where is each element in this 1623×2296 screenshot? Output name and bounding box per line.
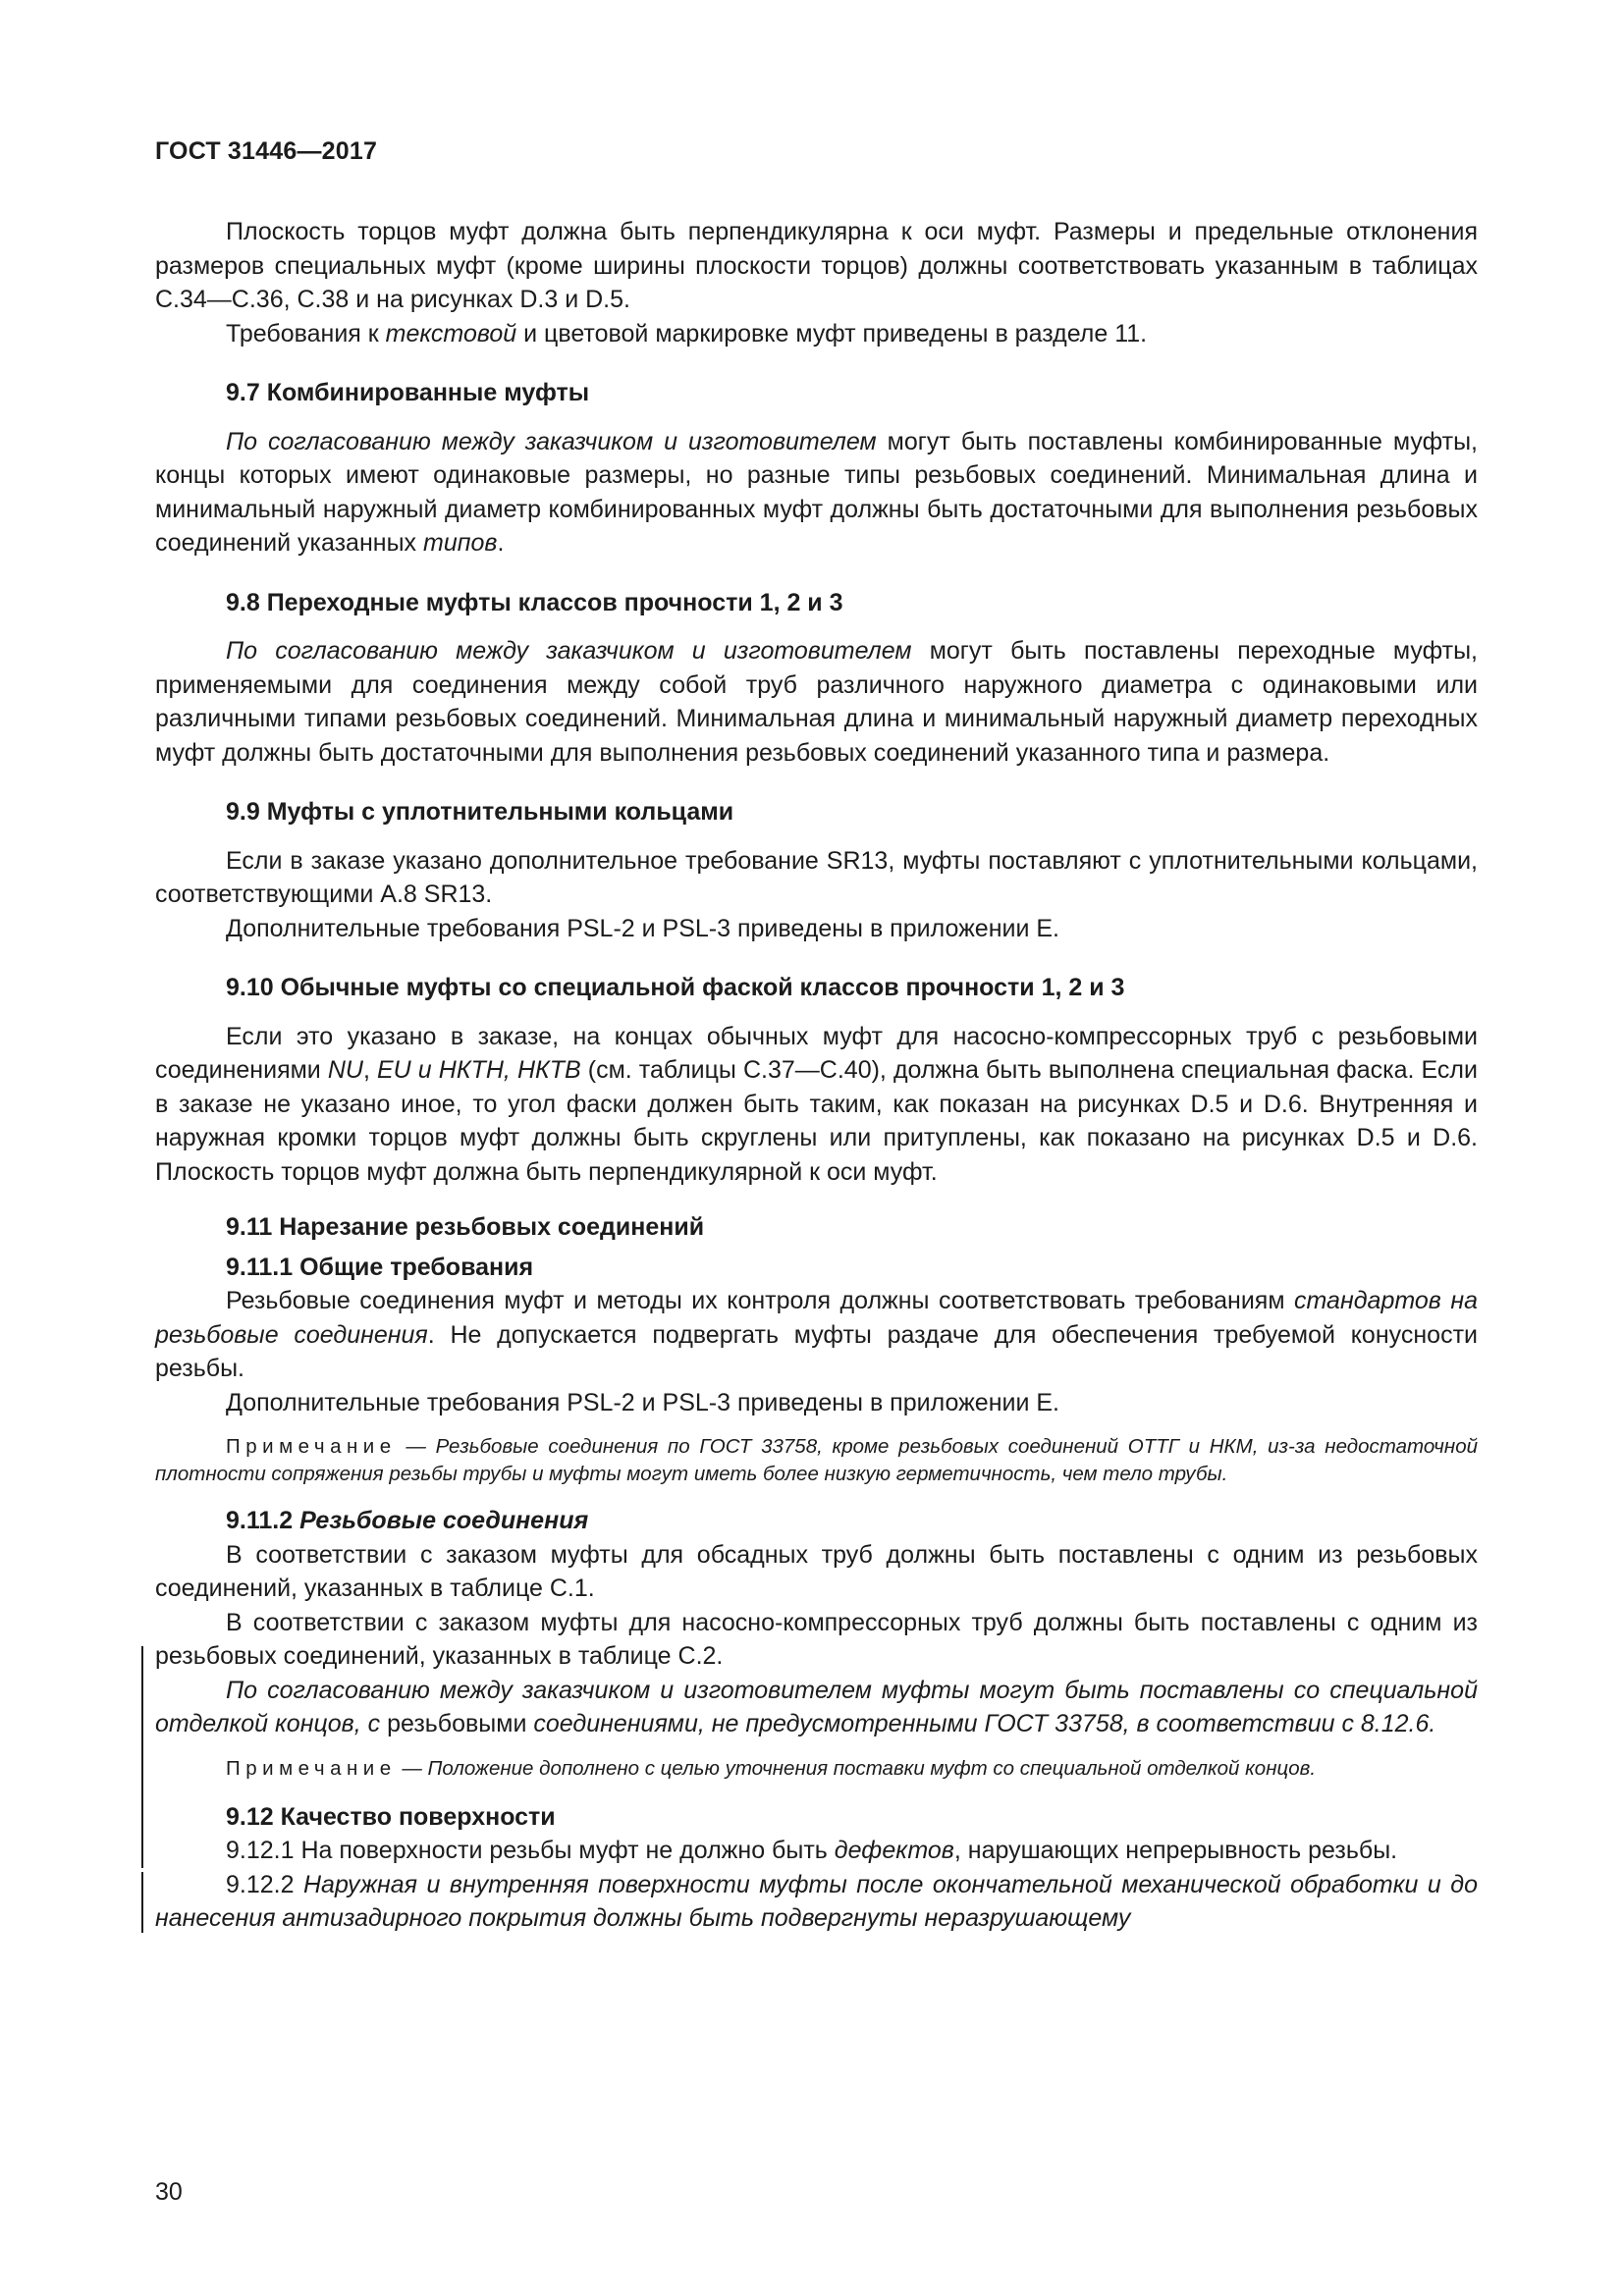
paragraph: Резьбовые соединения муфт и методы их контроля должны соответствовать требованиям стандартов на резьбовые соединения. Не допускается подвергать муфты раздаче для обеспечения требуемой конусности резьбы. — [155, 1287, 1478, 1382]
document-header: ГОСТ 31446—2017 — [155, 137, 378, 165]
paragraph: В соответствии с заказом муфты для насосно-компрессорных труб должны быть поставлены с одним из резьбовых соединений, указанных в таблице С.2. — [155, 1608, 1478, 1670]
paragraph: Плоскость торцов муфт должна быть перпендикулярна к оси муфт. Размеры и предельные отклонения размеров специальных муфт (кроме ширины плоскости торцов) должны соответствовать указанным в таблицах С.34—С.36, С.38 и на рисунках D.3 и D.5. — [155, 218, 1478, 313]
change-bar — [141, 1646, 143, 1868]
note: Примечание — Положение дополнено с целью уточнения поставки муфт со специальной отделкой концов. — [226, 1756, 1317, 1780]
paragraph: По согласованию между заказчиком и изготовителем муфты могут быть поставлены со специальной отделкой концов, с резьбовыми соединениями, не предусмотренными ГОСТ 33758, в соответствии с 8.12.6. — [155, 1676, 1478, 1737]
section-heading-9-9: 9.9 Муфты с уплотнительными кольцами — [226, 798, 734, 826]
paragraph: Дополнительные требования PSL-2 и PSL-3 приведены в приложении Е. — [226, 1388, 1059, 1416]
paragraph: Если это указано в заказе, на концах обычных муфт для насосно-компрессорных труб с резьбовыми соединениями NU, EU и НКТН, НКТВ (см. таблицы С.37—С.40), должна быть выполнена специальная фаска. Если в заказе не указано иное, то угол фаски должен быть таким, как показан на рисунках D.5 и D.6. Внутренняя и наружная кромки торцов муфт должны быть скруглены или притуплены, как показано на рисунках D.5 и D.6. Плоскость торцов муфт должна быть перпендикулярной к оси муфт. — [155, 1022, 1478, 1186]
paragraph: В соответствии с заказом муфты для обсадных труб должны быть поставлены с одним из резьбовых соединений, указанных в таблице С.1. — [155, 1540, 1478, 1602]
paragraph: По согласованию между заказчиком и изготовителем могут быть поставлены комбинированные муфты, концы которых имеют одинаковые размеры, но разные типы резьбовых соединений. Минимальная длина и минимальный наружный диаметр комбинированных муфт должны быть достаточными для выполнения резьбовых соединений указанных типов. — [155, 427, 1478, 557]
note: Примечание — Резьбовые соединения по ГОСТ 33758, кроме резьбовых соединений ОТТГ и НКМ, из-за недостаточной плотности сопряжения резьбы трубы и муфты могут иметь более низкую герметичность, чем тело трубы. — [155, 1435, 1478, 1485]
paragraph: Дополнительные требования PSL-2 и PSL-3 приведены в приложении Е. — [226, 914, 1059, 942]
paragraph: По согласованию между заказчиком и изготовителем могут быть поставлены переходные муфты, применяемыми для соединения между собой труб различного наружного диаметра с одинаковыми или различными типами резьбовых соединений. Минимальная длина и минимальный наружный диаметр переходных муфт должны быть достаточными для выполнения резьбовых соединений указанного типа и размера. — [155, 637, 1478, 767]
change-marked-block — [155, 1674, 1478, 1783]
paragraph: Требования к текстовой и цветовой маркировке муфт приведены в разделе 11. — [226, 319, 1148, 347]
section-heading-9-12: 9.12 Качество поверхности — [226, 1802, 556, 1831]
document-page — [155, 137, 1478, 1936]
section-heading-9-11: 9.11 Нарезание резьбовых соединений — [226, 1213, 705, 1241]
subsection-heading-9-11-2: 9.11.2 Резьбовые соединения — [226, 1507, 589, 1534]
subsection-heading-9-11-1: 9.11.1 Общие требования — [226, 1253, 534, 1281]
change-bar — [141, 1872, 143, 1933]
note-label: Примечание — [226, 1435, 397, 1458]
section-heading-9-8: 9.8 Переходные муфты классов прочности 1, 2 и 3 — [226, 588, 843, 616]
section-heading-9-7: 9.7 Комбинированные муфты — [226, 379, 590, 406]
page-number: 30 — [155, 2178, 183, 2206]
note-label: Примечание — [226, 1756, 397, 1780]
paragraph: 9.12.1 На поверхности резьбы муфт не должно быть дефектов, нарушающих непрерывность резьбы. — [226, 1837, 1398, 1864]
paragraph: Если в заказе указано дополнительное требование SR13, муфты поставляют с уплотнительными кольцами, соответствующими А.8 SR13. — [155, 846, 1478, 908]
paragraph: 9.12.2 Наружная и внутренняя поверхности муфты после окончательной механической обработки и до нанесения антизадирного покрытия должны быть подвергнуты неразрушающему — [155, 1870, 1479, 1932]
section-heading-9-10: 9.10 Обычные муфты со специальной фаской классов прочности 1, 2 и 3 — [226, 974, 1125, 1001]
change-marked-block — [155, 1868, 1478, 1936]
